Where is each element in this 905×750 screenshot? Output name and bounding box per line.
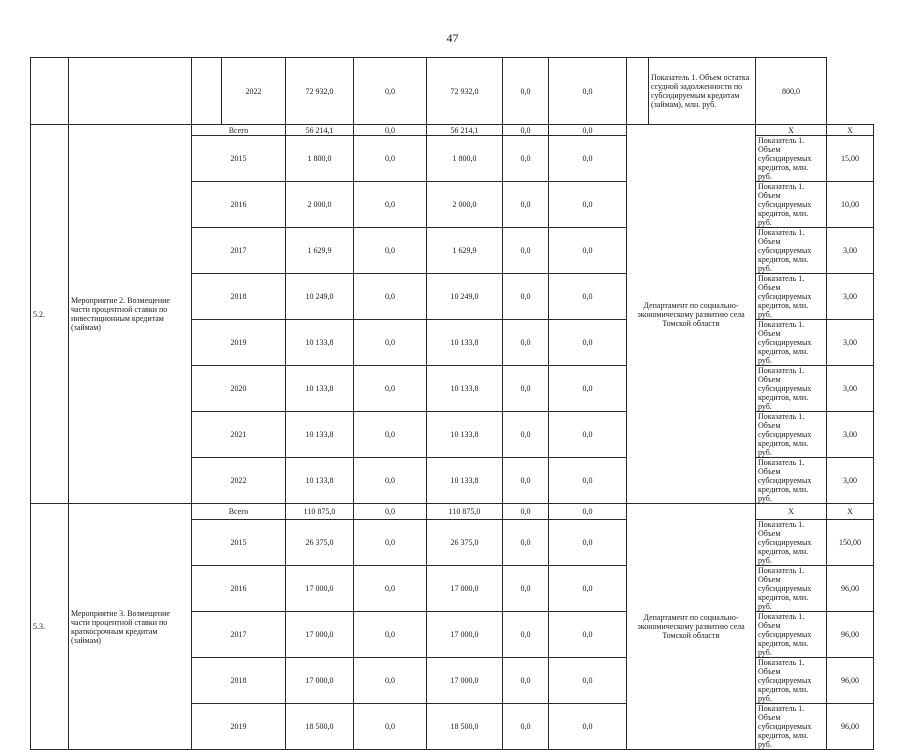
regional-cell: 110 875,0 xyxy=(427,504,503,520)
indicator-value-cell: 15,00 xyxy=(827,136,874,182)
indicator-cell: Показатель 1. Объем субсидируемых кредитов, млн. руб. xyxy=(756,412,827,458)
local-cell: 0,0 xyxy=(503,136,549,182)
indicator-cell: Показатель 1. Объем субсидируемых кредитов, млн. руб. xyxy=(756,136,827,182)
year-cell: 2017 xyxy=(192,612,286,658)
total-cell: 110 875,0 xyxy=(286,504,354,520)
year-cell: 2022 xyxy=(222,58,286,125)
indicator-cell: Показатель 1. Объем субсидируемых кредитов, млн. руб. xyxy=(756,228,827,274)
other-cell: 0,0 xyxy=(549,658,627,704)
regional-cell: 1 629,9 xyxy=(427,228,503,274)
local-cell: 0,0 xyxy=(503,520,549,566)
federal-cell: 0,0 xyxy=(354,520,427,566)
total-cell: 10 133,8 xyxy=(286,366,354,412)
indicator-value-cell: 96,00 xyxy=(827,658,874,704)
total-cell: 1 800,0 xyxy=(286,136,354,182)
other-cell: 0,0 xyxy=(549,58,627,125)
indicator-value-cell: 150,00 xyxy=(827,520,874,566)
federal-cell: 0,0 xyxy=(354,704,427,750)
year-cell: 2019 xyxy=(192,320,286,366)
indicator-cell: Показатель 1. Объем субсидируемых кредитов, млн. руб. xyxy=(756,566,827,612)
regional-cell: 1 800,0 xyxy=(427,136,503,182)
other-cell: 0,0 xyxy=(549,704,627,750)
local-cell: 0,0 xyxy=(503,274,549,320)
total-cell: 10 249,0 xyxy=(286,274,354,320)
indicator-value-cell: 3,00 xyxy=(827,412,874,458)
local-cell: 0,0 xyxy=(503,458,549,504)
year-cell: 2015 xyxy=(192,520,286,566)
federal-cell: 0,0 xyxy=(354,136,427,182)
regional-cell: 10 133,8 xyxy=(427,412,503,458)
indicator-cell: Показатель 1. Объем субсидируемых кредитов, млн. руб. xyxy=(756,274,827,320)
other-cell: 0,0 xyxy=(549,274,627,320)
indicator-value-cell: 3,00 xyxy=(827,274,874,320)
other-cell: 0,0 xyxy=(549,566,627,612)
indicator-cell: Показатель 1. Объем субсидируемых кредитов, млн. руб. xyxy=(756,520,827,566)
item-number-cell: 5.2. xyxy=(31,125,69,504)
table-row xyxy=(31,125,874,136)
other-cell: 0,0 xyxy=(549,458,627,504)
total-cell: 10 133,8 xyxy=(286,458,354,504)
federal-cell: 0,0 xyxy=(354,125,427,136)
regional-cell: 17 000,0 xyxy=(427,566,503,612)
other-cell: 0,0 xyxy=(549,412,627,458)
indicator-cell: Показатель 1. Объем субсидируемых кредитов, млн. руб. xyxy=(756,658,827,704)
other-cell: 0,0 xyxy=(549,125,627,136)
total-cell: 1 629,9 xyxy=(286,228,354,274)
regional-cell: 2 000,0 xyxy=(427,182,503,228)
indicator-cell: Показатель 1. Объем субсидируемых кредитов, млн. руб. xyxy=(756,182,827,228)
federal-cell: 0,0 xyxy=(354,412,427,458)
indicator-cell: Показатель 1. Объем субсидируемых кредитов, млн. руб. xyxy=(756,612,827,658)
regional-cell: 56 214,1 xyxy=(427,125,503,136)
other-cell: 0,0 xyxy=(549,612,627,658)
year-cell: 2020 xyxy=(192,366,286,412)
indicator-cell: X xyxy=(756,504,827,520)
total-cell: 17 000,0 xyxy=(286,612,354,658)
year-cell: 2018 xyxy=(192,658,286,704)
indicator-cell: Показатель 1. Объем остатка ссудной задолженности по субсидируемым кредитам (займам), млн. руб. xyxy=(649,58,756,125)
indicator-cell: Показатель 1. Объем субсидируемых кредитов, млн. руб. xyxy=(756,704,827,750)
total-cell: 72 932,0 xyxy=(286,58,354,125)
table-body xyxy=(31,58,874,750)
local-cell: 0,0 xyxy=(503,366,549,412)
number-cell xyxy=(31,58,69,125)
year-cell: 2015 xyxy=(192,136,286,182)
regional-cell: 10 133,8 xyxy=(427,458,503,504)
total-cell: 2 000,0 xyxy=(286,182,354,228)
total-cell: 10 133,8 xyxy=(286,412,354,458)
federal-cell: 0,0 xyxy=(354,320,427,366)
federal-cell: 0,0 xyxy=(354,274,427,320)
other-cell: 0,0 xyxy=(549,136,627,182)
other-cell: 0,0 xyxy=(549,520,627,566)
other-cell: 0,0 xyxy=(549,366,627,412)
other-cell: 0,0 xyxy=(549,320,627,366)
year-cell: 2022 xyxy=(192,458,286,504)
event-description-cell: Мероприятие 2. Возмещение части процентной ставки по инвестиционным кредитам (займам) xyxy=(69,125,192,504)
local-cell: 0,0 xyxy=(503,612,549,658)
year-cell: 2016 xyxy=(192,566,286,612)
regional-cell: 10 133,8 xyxy=(427,366,503,412)
regional-cell: 72 932,0 xyxy=(427,58,503,125)
year-cell: 2016 xyxy=(192,182,286,228)
total-cell: 18 500,0 xyxy=(286,704,354,750)
year-cell: 2018 xyxy=(192,274,286,320)
other-cell: 0,0 xyxy=(549,228,627,274)
year-cell: 2017 xyxy=(192,228,286,274)
indicator-value-cell: 3,00 xyxy=(827,366,874,412)
regional-cell: 17 000,0 xyxy=(427,612,503,658)
federal-cell: 0,0 xyxy=(354,566,427,612)
table-row xyxy=(31,58,874,125)
indicator-cell: X xyxy=(756,125,827,136)
event-description-cell: Мероприятие 3. Возмещение части процентной ставки по краткосрочным кредитам (займам) xyxy=(69,504,192,750)
federal-cell: 0,0 xyxy=(354,612,427,658)
indicator-value-cell: 3,00 xyxy=(827,228,874,274)
year-cell: Всего xyxy=(192,504,286,520)
regional-cell: 10 249,0 xyxy=(427,274,503,320)
local-cell: 0,0 xyxy=(503,320,549,366)
indicator-cell: Показатель 1. Объем субсидируемых кредитов, млн. руб. xyxy=(756,458,827,504)
department-cell: Департамент по социально-экономическому развитию села Томской области xyxy=(627,125,756,504)
total-cell: 10 133,8 xyxy=(286,320,354,366)
federal-cell: 0,0 xyxy=(354,504,427,520)
indicator-value-cell: 3,00 xyxy=(827,320,874,366)
year-cell: Всего xyxy=(192,125,286,136)
federal-cell: 0,0 xyxy=(354,658,427,704)
regional-cell: 17 000,0 xyxy=(427,658,503,704)
local-cell: 0,0 xyxy=(503,504,549,520)
department-cell: Департамент по социально-экономическому развитию села Томской области xyxy=(627,504,756,750)
local-cell: 0,0 xyxy=(503,704,549,750)
event-cell xyxy=(69,58,192,125)
indicator-value-cell: 96,00 xyxy=(827,612,874,658)
total-cell: 17 000,0 xyxy=(286,566,354,612)
total-cell: 26 375,0 xyxy=(286,520,354,566)
indicator-value-cell: 96,00 xyxy=(827,704,874,750)
federal-cell: 0,0 xyxy=(354,458,427,504)
year-cell: 2019 xyxy=(192,704,286,750)
indicator-value-cell: X xyxy=(827,125,874,136)
total-cell: 56 214,1 xyxy=(286,125,354,136)
spacer-cell xyxy=(192,58,222,125)
page-number: 47 xyxy=(446,31,459,45)
item-number-cell: 5.3. xyxy=(31,504,69,750)
federal-cell: 0,0 xyxy=(354,228,427,274)
local-cell: 0,0 xyxy=(503,182,549,228)
local-cell: 0,0 xyxy=(503,58,549,125)
table-row xyxy=(31,504,874,520)
indicator-cell: Показатель 1. Объем субсидируемых кредитов, млн. руб. xyxy=(756,320,827,366)
year-cell: 2021 xyxy=(192,412,286,458)
indicator-cell: Показатель 1. Объем субсидируемых кредитов, млн. руб. xyxy=(756,366,827,412)
indicator-value-cell: 10,00 xyxy=(827,182,874,228)
indicator-value-cell: 96,00 xyxy=(827,566,874,612)
other-cell: 0,0 xyxy=(549,182,627,228)
local-cell: 0,0 xyxy=(503,566,549,612)
total-cell: 17 000,0 xyxy=(286,658,354,704)
local-cell: 0,0 xyxy=(503,125,549,136)
federal-cell: 0,0 xyxy=(354,182,427,228)
federal-cell: 0,0 xyxy=(354,58,427,125)
indicator-value-cell: X xyxy=(827,504,874,520)
indicator-value-cell: 800,0 xyxy=(756,58,827,125)
local-cell: 0,0 xyxy=(503,412,549,458)
regional-cell: 18 500,0 xyxy=(427,704,503,750)
local-cell: 0,0 xyxy=(503,228,549,274)
other-cell: 0,0 xyxy=(549,504,627,520)
regional-cell: 10 133,8 xyxy=(427,320,503,366)
program-table xyxy=(30,57,874,750)
local-cell: 0,0 xyxy=(503,658,549,704)
indicator-value-cell: 3,00 xyxy=(827,458,874,504)
federal-cell: 0,0 xyxy=(354,366,427,412)
regional-cell: 26 375,0 xyxy=(427,520,503,566)
department-cell xyxy=(627,58,649,125)
